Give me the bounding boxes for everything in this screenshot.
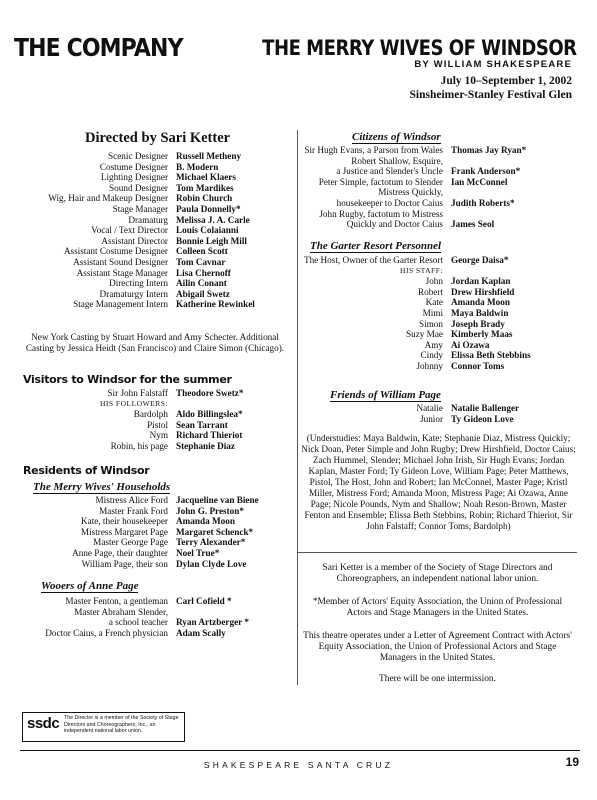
person-name: Natalie Ballenger xyxy=(451,403,520,413)
credit-row xyxy=(20,430,243,441)
role-label: Natalie xyxy=(416,403,443,413)
person-name: Ryan Artzberger * xyxy=(176,617,249,628)
role-label: Master George Page xyxy=(93,537,168,548)
role-label: HIS FOLLOWERS: xyxy=(99,398,168,408)
person-name: Margaret Schenck* xyxy=(176,526,254,537)
person-name: Thomas Jay Ryan* xyxy=(451,145,527,155)
role-label: Robin, his page xyxy=(110,440,168,451)
performance-dates: July 10–September 1, 2002 xyxy=(440,75,572,87)
credit-row xyxy=(296,145,526,156)
role-label: Johnny xyxy=(416,360,443,371)
role-label: Robert xyxy=(417,286,443,297)
person-name: Colleen Scott xyxy=(176,246,228,257)
role-label: Peter Simple, factotum to Slender xyxy=(318,176,443,187)
equity-note: *Member of Actors' Equity Association, the Union of Professional Actors and Stage Managers in the United States. xyxy=(312,597,563,618)
role-label: John Rugby, factotum to Mistress xyxy=(319,208,443,219)
credit-row xyxy=(296,276,531,287)
credit-row xyxy=(296,403,519,414)
credit-row xyxy=(296,350,531,361)
person-name: Theodore Swetz* xyxy=(176,388,244,398)
credit-row xyxy=(20,628,249,639)
citizens-credits xyxy=(296,145,526,230)
role-label: Assistant Sound Designer xyxy=(73,256,168,267)
role-label: Anne Page, their daughter xyxy=(72,547,168,558)
person-name: James Seol xyxy=(451,219,495,230)
person-name: Terry Alexander* xyxy=(176,537,246,548)
credit-row xyxy=(20,289,255,300)
credit-row xyxy=(296,297,531,308)
role-label: Kate, their housekeeper xyxy=(81,516,168,527)
credit-row xyxy=(20,268,255,279)
credit-row xyxy=(20,506,259,517)
role-label: Master Frank Ford xyxy=(99,505,168,516)
byline: BY WILLIAM SHAKESPEARE xyxy=(414,59,572,70)
role-label: Nym xyxy=(149,430,168,441)
credit-row xyxy=(20,215,255,226)
role-label: William Page, their son xyxy=(81,558,168,569)
notes-divider xyxy=(297,552,577,553)
casting-note: New York Casting by Stuart Howard and Amy Schecter. Additional Casting by Jessica Heidt (San Francisco) and Claire Simon (Chicago). xyxy=(25,332,285,353)
credit-row xyxy=(20,204,255,215)
role-label: Master Fenton, a gentleman xyxy=(65,596,168,606)
person-name xyxy=(451,156,526,167)
credit-row xyxy=(296,308,531,319)
credit-row xyxy=(20,607,249,618)
credit-row xyxy=(296,177,526,188)
role-label: Amy xyxy=(424,339,443,350)
credit-row xyxy=(20,257,255,268)
play-title: THE MERRY WIVES OF WINDSOR xyxy=(262,36,577,60)
credit-row xyxy=(296,166,526,177)
person-name: Jordan Kaplan xyxy=(451,276,511,287)
role-label: Mistress Alice Ford xyxy=(95,495,168,505)
role-label: Mistress Quickly, xyxy=(378,187,443,198)
credit-row xyxy=(20,299,255,310)
role-label: Dramaturg xyxy=(128,214,168,225)
role-label: Directing Intern xyxy=(109,278,168,289)
role-label: The Host, Owner of the Garter Resort xyxy=(303,255,443,265)
person-name: Bonnie Leigh Mill xyxy=(176,235,247,246)
role-label: Dramaturgy Intern xyxy=(99,288,168,299)
credit-row xyxy=(20,409,243,420)
visitors-heading: Visitors to Windsor for the summer xyxy=(23,373,232,386)
role-label: Stage Management Intern xyxy=(73,299,168,310)
credit-row xyxy=(296,156,526,167)
page-number: 19 xyxy=(565,755,579,769)
credit-row xyxy=(20,388,243,399)
person-name: Joseph Brady xyxy=(451,318,505,329)
footer-title: SHAKESPEARE SANTA CRUZ xyxy=(203,760,394,770)
credit-row xyxy=(296,255,531,266)
person-name: Amanda Moon xyxy=(451,297,510,308)
person-name: Stephanie Diaz xyxy=(176,440,235,451)
role-label: Sir Hugh Evans, a Parson from Wales xyxy=(304,145,443,155)
person-name: Dylan Clyde Love xyxy=(176,558,247,569)
role-label: Pistol xyxy=(147,419,168,430)
person-name: Ty Gideon Love xyxy=(451,413,514,424)
role-label: Bardolph xyxy=(133,409,168,420)
role-label: Quickly and Doctor Caius xyxy=(346,219,443,230)
person-name xyxy=(451,209,526,220)
role-label: Assistant Costume Designer xyxy=(63,246,168,257)
credit-row xyxy=(296,198,526,209)
role-label: housekeeper to Doctor Caius xyxy=(336,197,443,208)
director-credit: Directed by Sari Ketter xyxy=(85,130,231,146)
ssdc-logo: ssdc xyxy=(27,715,60,732)
ssdc-logo-box xyxy=(22,712,185,742)
role-label: Scenic Designer xyxy=(108,151,168,161)
contract-note: This theatre operates under a Letter of Agreement Contract with Actors' Equity Association, the Union of Professional Actors and Stage Managers in the United States. xyxy=(303,631,572,663)
credit-row xyxy=(20,441,243,452)
person-name: Amanda Moon xyxy=(176,516,235,527)
understudies-note: (Understudies: Maya Baldwin, Kate; Stephanie Diaz, Mistress Quickly; Nick Doan, Peter Simple and John Rugby; Drew Hirshfield, Doctor Caius; Zach Hummel, Slender; Michael John Irish, Sir Hugh Evans; Jordan Kaplan, Master Ford; Ty Gideon Love, William Page; Peter Matthews, Pistol, The Host, John and Robert; Ian McConnel, Master Page; Kristl Miller, Mistress Ford; Amanda Moon, Mistress Page; Ai Ozawa, Anne Page; Nicole Pounds, Nym and Shallow; Noah Reson-Brown, Master Fenton and Ensemble; Elissa Beth Stebbins, Robin; Richard Thieriot, Sir John Falstaff; Connor Toms, Bardolph) xyxy=(301,433,576,531)
credit-row xyxy=(20,596,249,607)
person-name: Michael Klaers xyxy=(176,172,236,183)
credit-row xyxy=(20,516,259,527)
credit-row xyxy=(20,559,259,570)
credit-row xyxy=(296,361,531,372)
garter-credits xyxy=(296,255,531,372)
credit-row xyxy=(20,617,249,628)
person-name: Abigail Swetz xyxy=(176,288,230,299)
credit-row xyxy=(296,266,531,277)
role-label: Robert Shallow, Esquire, xyxy=(351,155,443,166)
venue: Sinsheimer-Stanley Festival Glen xyxy=(409,88,572,101)
person-name: Jacqueline van Biene xyxy=(176,495,259,505)
credit-row xyxy=(296,209,526,220)
wooers-credits xyxy=(20,596,249,638)
person-name: Ian McConnel xyxy=(451,176,508,187)
role-label: Cindy xyxy=(420,350,443,361)
role-label: Kate xyxy=(425,297,443,308)
person-name: Maya Baldwin xyxy=(451,307,509,318)
role-label: Mimi xyxy=(422,307,443,318)
wooers-heading: Wooers of Anne Page xyxy=(41,580,139,592)
footer-rule xyxy=(20,750,580,751)
role-label: Junior xyxy=(420,413,443,424)
credit-row xyxy=(20,236,255,247)
person-name: Paula Donnelly* xyxy=(176,203,241,214)
credit-row xyxy=(20,162,255,173)
page-heading: THE COMPANY xyxy=(14,33,183,62)
role-label: a school teacher xyxy=(108,617,168,628)
person-name: Frank Anderson* xyxy=(451,166,521,177)
person-name: Richard Thieriot xyxy=(176,430,243,441)
person-name: Katherine Rewinkel xyxy=(176,299,255,310)
person-name: Noel True* xyxy=(176,547,220,558)
crew-credits xyxy=(20,151,290,310)
credit-row xyxy=(296,414,519,425)
performance-info xyxy=(410,75,572,102)
intermission-note: There will be one intermission. xyxy=(379,674,496,684)
credit-row xyxy=(296,329,531,340)
credit-row xyxy=(20,527,259,538)
credit-row xyxy=(296,219,526,230)
credit-row xyxy=(296,287,531,298)
role-label: Simon xyxy=(419,318,443,329)
households-credits xyxy=(20,495,259,569)
role-label: Assistant Director xyxy=(101,235,168,246)
person-name: Tom Mardikes xyxy=(176,182,234,193)
person-name: Drew Hirshfield xyxy=(451,286,515,297)
ssdc-statement: The Director is a member of the Society of Stage Directors and Choreographers, Inc., an independent national labor union. xyxy=(64,715,179,734)
credit-row xyxy=(20,495,259,506)
credit-row xyxy=(20,399,243,410)
role-label: John xyxy=(425,276,443,287)
role-label: Costume Designer xyxy=(99,161,168,172)
credit-row xyxy=(20,420,243,431)
person-name: Aldo Billingslea* xyxy=(176,409,243,420)
person-name xyxy=(176,607,249,618)
credit-row xyxy=(20,172,255,183)
person-name: George Daisa* xyxy=(451,255,509,265)
credit-row xyxy=(296,340,531,351)
credit-row xyxy=(20,225,255,236)
person-name: Carl Cofield * xyxy=(176,596,232,606)
credit-row xyxy=(20,278,255,289)
credit-row xyxy=(296,187,526,198)
role-label: Sir John Falstaff xyxy=(107,388,168,398)
visitors-credits xyxy=(20,388,243,452)
director-union-note: Sari Ketter is a member of the Society of Stage Directors and Choreographers, an independent national labor union. xyxy=(322,563,553,584)
person-name xyxy=(451,187,526,198)
person-name: B. Modern xyxy=(176,161,219,172)
crew-table xyxy=(20,151,255,310)
role-label: Wig, Hair and Makeup Designer xyxy=(48,193,168,204)
person-name xyxy=(176,399,243,410)
role-label: Vocal / Text Director xyxy=(91,225,168,236)
households-heading: The Merry Wives' Households xyxy=(33,481,171,493)
person-name: Connor Toms xyxy=(451,360,505,371)
garter-heading: The Garter Resort Personnel xyxy=(310,240,442,252)
role-label: Mistress Margaret Page xyxy=(80,526,168,537)
role-label: Master Abraham Slender, xyxy=(74,606,168,617)
role-label: Stage Manager xyxy=(112,203,168,214)
person-name xyxy=(451,266,531,277)
person-name: Melissa J. A. Carle xyxy=(176,214,250,225)
credit-row xyxy=(20,548,259,559)
person-name: Ai Ozawa xyxy=(451,339,490,350)
friends-heading: Friends of William Page xyxy=(330,389,441,401)
person-name: Adam Scally xyxy=(176,627,226,638)
person-name: Judith Roberts* xyxy=(451,197,515,208)
person-name: Elissa Beth Stebbins xyxy=(451,350,531,361)
role-label: Sound Designer xyxy=(109,182,168,193)
residents-heading: Residents of Windsor xyxy=(23,464,150,477)
person-name: Sean Tarrant xyxy=(176,419,228,430)
person-name: Russell Metheny xyxy=(176,151,242,161)
role-label: Suzy Mae xyxy=(406,329,443,340)
friends-credits xyxy=(296,403,519,424)
role-label: Lighting Designer xyxy=(100,172,168,183)
person-name: Louis Colaianni xyxy=(176,225,239,236)
person-name: Ailin Conant xyxy=(176,278,227,289)
citizens-heading: Citizens of Windsor xyxy=(352,131,441,143)
person-name: Robin Church xyxy=(176,193,233,204)
person-name: John G. Preston* xyxy=(176,505,244,516)
role-label: HIS STAFF: xyxy=(400,265,443,275)
credit-row xyxy=(20,151,255,162)
role-label: Assistant Stage Manager xyxy=(76,267,168,278)
credit-row xyxy=(20,537,259,548)
person-name: Kimberly Maas xyxy=(451,329,513,340)
role-label: a Justice and Slender's Uncle xyxy=(336,166,443,177)
credit-row xyxy=(20,246,255,257)
credit-row xyxy=(20,183,255,194)
person-name: Tom Cavnar xyxy=(176,256,226,267)
person-name: Lisa Chernoff xyxy=(176,267,231,278)
credit-row xyxy=(296,319,531,330)
role-label: Doctor Caius, a French physician xyxy=(45,627,168,638)
credit-row xyxy=(20,193,255,204)
